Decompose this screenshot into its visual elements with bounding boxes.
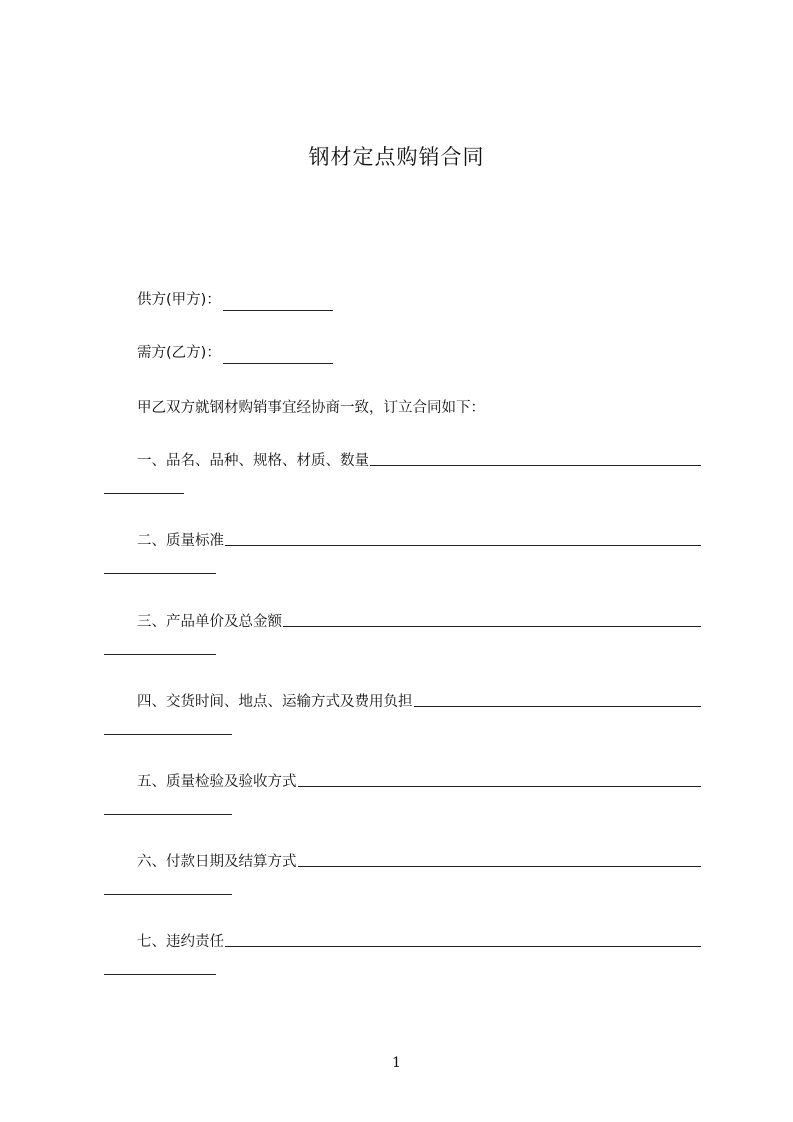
supplier-blank [223, 294, 333, 311]
page-number: 1 [392, 1055, 401, 1071]
clause-1-continuation-rule [104, 493, 184, 494]
buyer-blank [223, 347, 333, 364]
clause-6-label: 六、付款日期及结算方式 [137, 851, 298, 873]
clause-7-label: 七、违约责任 [137, 931, 225, 953]
clause-2-label: 二、质量标准 [137, 530, 225, 552]
clause-3-continuation-rule [104, 654, 216, 655]
clause-7-continuation-rule [104, 974, 216, 975]
clause-1-label: 一、品名、品种、规格、材质、数量 [137, 450, 370, 472]
document-title: 钢材定点购销合同 [308, 145, 485, 169]
supplier-line [137, 289, 333, 311]
clause-4-label: 四、交货时间、地点、运输方式及费用负担 [137, 691, 414, 713]
clause-2-continuation-rule [104, 573, 216, 574]
buyer-label: 需方(乙方)： [137, 345, 221, 361]
clause-5-continuation-rule [104, 814, 232, 815]
supplier-label: 供方(甲方)： [137, 292, 221, 308]
clause-5-label: 五、质量检验及验收方式 [137, 771, 298, 793]
intro-text: 甲乙双方就钢材购销事宜经协商一致，订立合同如下： [137, 400, 485, 416]
clause-6-continuation-rule [104, 894, 232, 895]
buyer-line [137, 342, 333, 364]
clause-4-continuation-rule [104, 734, 232, 735]
clause-3-label: 三、产品单价及总金额 [137, 611, 283, 633]
